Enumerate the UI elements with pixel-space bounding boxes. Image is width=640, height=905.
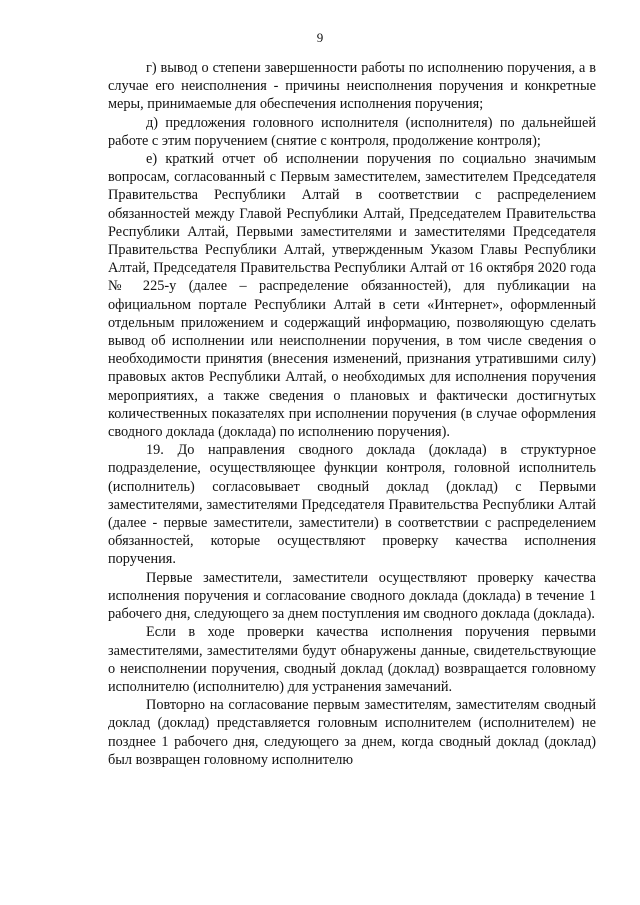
- paragraph-item-g: г) вывод о степени завершенности работы по исполнению поручения, а в случае его неисполнения - причины неисполнения поручения и конкретные меры, принимаемые для обеспечения исполнения поручения;: [108, 60, 596, 113]
- paragraph-verification: Первые заместители, заместители осуществляют проверку качества исполнения поручения и согласование сводного доклада (доклада) в течение 1 рабочего дня, следующего за днем поступления им сводного доклада (доклада).: [108, 569, 596, 623]
- paragraph-return-for-revision: Если в ходе проверки качества исполнения поручения первыми заместителями, заместителями будут обнаружены данные, свидетельствующие о неисполнении поручения, сводный доклад (доклад) возвращается головному исполнителю (исполнителю) для устранения замечаний.: [108, 624, 596, 695]
- paragraph-section-19: 19. До направления сводного доклада (доклада) в структурное подразделение, осуществляющее функции контроля, головной исполнитель (исполнитель) согласовывает сводный доклад (доклад) с Первыми заместителями, заместителями Председателя Правительства Республики Алтай (далее - первые заместители, заместители) в соответствии с распределением обязанностей, которые осуществляют проверку качества исполнения поручения.: [108, 442, 596, 568]
- paragraph-item-d: д) предложения головного исполнителя (исполнителя) по дальнейшей работе с этим поручением (снятие с контроля, продолжение контроля);: [108, 114, 596, 149]
- paragraph-resubmission: Повторно на согласование первым заместителям, заместителям сводный доклад (доклад) представляется головным исполнителем (исполнителем) не позднее 1 рабочего дня, следующего за днем, когда сводный доклад (доклад) был возвращен головному исполнителю: [108, 697, 596, 768]
- page-number: 9: [316, 30, 324, 45]
- document-body: [108, 59, 596, 769]
- paragraph-item-e: е) краткий отчет об исполнении поручения по социально значимым вопросам, согласованный с Первым заместителем, заместителем Председателя Правительства Республики Алтай в соответствии с распределением обязанностей между Главой Республики Алтай, Председателем Правительства Республики Алтай, Первыми заместителями и заместителями Председателя Правительства Республики Алтай, утвержденным Указом Главы Республики Алтай, Председателя Правительства Республики Алтай от 16 октября 2020 года № 225-у (далее – распределение обязанностей), для публикации на официальном портале Республики Алтай в сети «Интернет», оформленный отдельным приложением и содержащий информацию, позволяющую сделать вывод об исполнении или неисполнении поручения, в том числе сведения о необходимости принятия (внесения изменений, признания утратившими силу) правовых актов Республики Алтай, о необходимых для исполнения поручения мероприятиях, а также сведения о плановых и фактически достигнутых количественных показателях при исполнении поручения (в случае оформления сводного доклада (доклада) по исполнению поручения).: [108, 151, 596, 441]
